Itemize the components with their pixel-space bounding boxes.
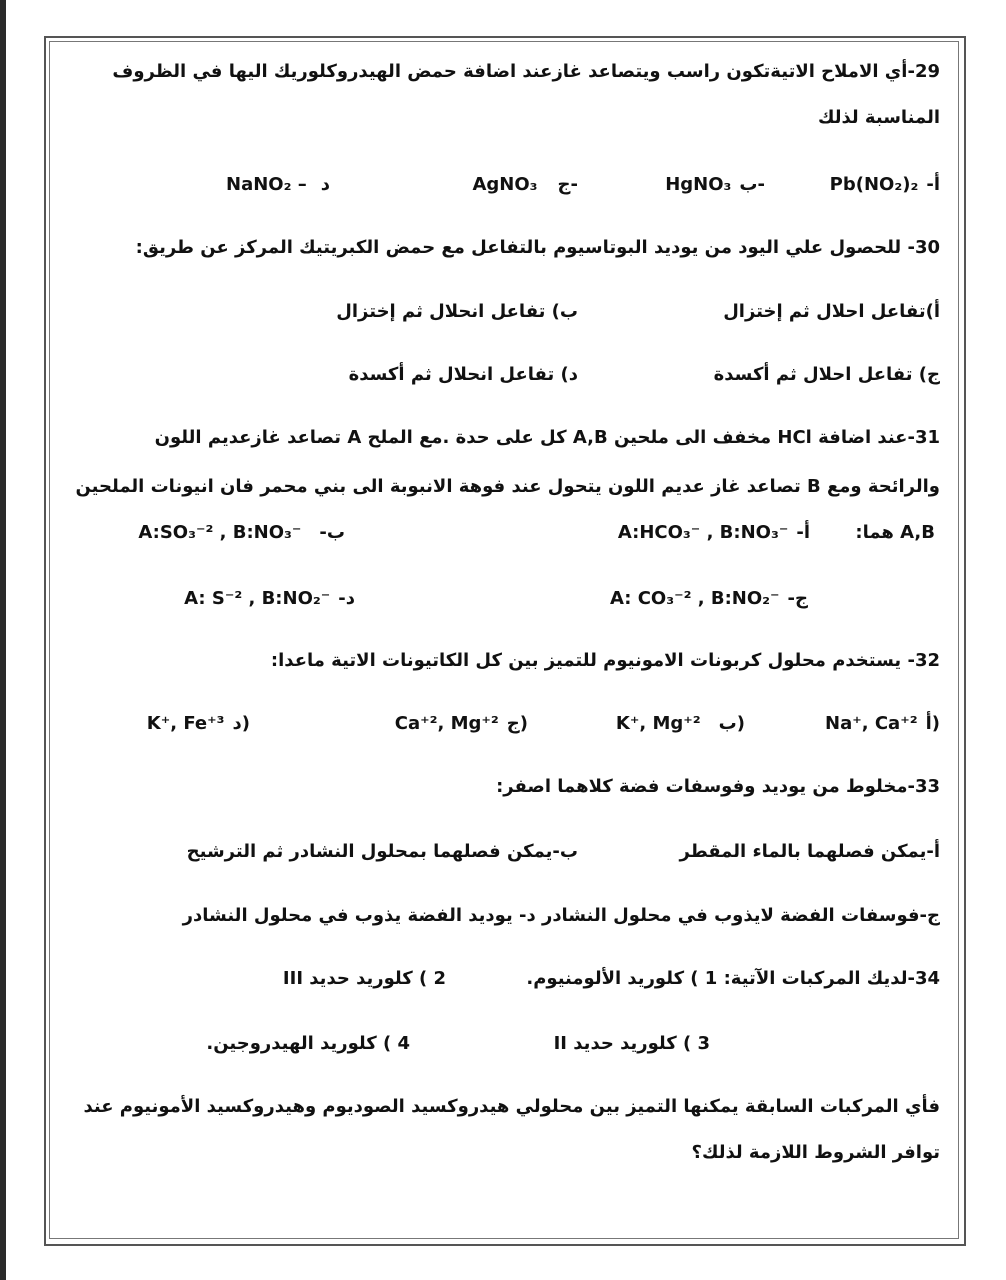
q33-option-b[interactable]: ب-يمكن فصلهما بمحلول النشادر ثم الترشيح: [186, 841, 578, 862]
q34-question-line2: توافر الشروط اللازمة لذلك؟: [691, 1142, 940, 1163]
option-text: A: CO₃⁻² , B:NO₂⁻: [609, 588, 780, 609]
q31-lead: A,B هما:: [855, 522, 935, 543]
q34-question-line1: فأي المركبات السابقة يمكنها التميز بين محلولي هيدروكسيد الصوديوم وهيدروكسيد الأمونيوم عند: [83, 1096, 940, 1117]
q29-option-c[interactable]: [472, 171, 578, 199]
option-text: A:HCO₃⁻ , B:NO₃⁻: [617, 522, 789, 543]
option-label: -أ: [926, 174, 940, 195]
q30-text-line1: 30- للحصول علي اليود من يوديد البوتاسيوم بالتفاعل مع حمض الكبريتيك المركز عن طريق:: [135, 237, 940, 258]
q29-text-line2: المناسبة لذلك: [817, 107, 940, 128]
option-label: ب-: [739, 174, 765, 195]
q29-option-d[interactable]: [226, 171, 330, 199]
q33-option-c-d[interactable]: ج-فوسفات الفضة لايذوب في محلول النشادر د- يوديد الفضة يذوب في محلول النشادر: [182, 905, 940, 926]
option-label: ج): [506, 713, 528, 734]
option-text: HgNO₃: [665, 174, 732, 195]
option-text: Ca⁺², Mg⁺²: [394, 713, 499, 734]
q32-option-a[interactable]: [825, 710, 940, 738]
option-label: -أ: [796, 522, 810, 543]
option-text: NaNO₂ –: [226, 174, 307, 195]
page-border-inner: [49, 41, 959, 1239]
q30-option-c[interactable]: ج) تفاعل احلال ثم أكسدة: [713, 364, 940, 385]
q30-option-a[interactable]: أ)تفاعل احلال ثم إختزال: [723, 301, 940, 322]
option-text: K⁺, Mg⁺²: [615, 713, 701, 734]
q31-option-a[interactable]: [618, 519, 810, 547]
q32-option-c[interactable]: [395, 710, 528, 738]
option-label: د: [320, 174, 330, 195]
q31-option-d[interactable]: [184, 585, 355, 613]
option-label: أ): [925, 713, 940, 734]
option-text: K⁺, Fe⁺³: [146, 713, 225, 734]
q31-option-b[interactable]: [138, 519, 345, 547]
option-label: د): [232, 713, 250, 734]
q29-text-line1: 29-أي الاملاح الاتيةتكون راسب ويتصاعد غازعند اضافة حمض الهيدروكلوريك اليها في الظروف: [112, 61, 940, 82]
option-label: -د: [338, 588, 355, 609]
option-label: ج-: [557, 174, 578, 195]
q29-option-b[interactable]: [665, 171, 765, 199]
q33-text-line1: 33-مخلوط من يوديد وفوسفات فضة كلاهما اصفر:: [496, 776, 940, 797]
q34-item-4: 4 ) كلوريد الهيدروجين.: [206, 1033, 410, 1054]
q30-option-d[interactable]: د) تفاعل انحلال ثم أكسدة: [348, 364, 578, 385]
q34-text-line1: 34-لديك المركبات الآتية: 1 ) كلوريد الألومنيوم.: [526, 968, 940, 989]
option-text: AgNO₃: [472, 174, 538, 195]
q31-text-line1: 31-عند اضافة HCl مخفف الى ملحين A,B كل على حدة .مع الملح A تصاعد غازعديم اللون: [154, 427, 940, 448]
q34-item-2: 2 ) كلوريد حديد III: [282, 968, 446, 989]
q31-option-c[interactable]: [610, 585, 808, 613]
option-label: -ب: [319, 522, 345, 543]
q32-text-line1: 32- يستخدم محلول كربونات الامونيوم للتميز بين كل الكاتيونات الاتية ماعدا:: [270, 650, 940, 671]
q29-option-a[interactable]: [830, 171, 940, 199]
q31-text-line2: والرائحة ومع B تصاعد غاز عديم اللون يتحول عند فوهة الانبوبة الى بني محمر فان انيونات الملحين: [75, 476, 940, 497]
option-label: ب): [718, 713, 745, 734]
q32-option-d[interactable]: [147, 710, 250, 738]
option-text: A:SO₃⁻² , B:NO₃⁻: [138, 522, 302, 543]
option-label: -ج: [787, 588, 808, 609]
q30-option-b[interactable]: ب) تفاعل انحلال ثم إختزال: [336, 301, 578, 322]
option-text: Pb(NO₂)₂: [829, 174, 919, 195]
option-text: Na⁺, Ca⁺²: [825, 713, 918, 734]
option-text: A: S⁻² , B:NO₂⁻: [184, 588, 331, 609]
q32-option-b[interactable]: [616, 710, 745, 738]
q34-item-3: 3 ) كلوريد حديد II: [553, 1033, 710, 1054]
q33-option-a[interactable]: أ-يمكن فصلهما بالماء المقطر: [679, 841, 940, 862]
page-edge-shadow: [0, 0, 6, 1280]
